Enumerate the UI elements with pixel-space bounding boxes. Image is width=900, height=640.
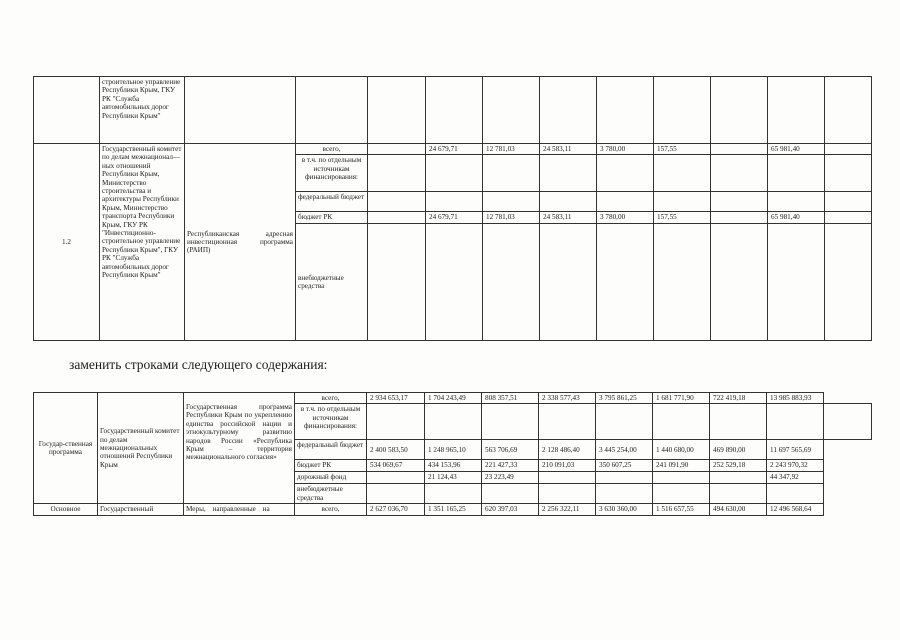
- cell: [482, 404, 539, 440]
- cell: [368, 155, 426, 192]
- source-cell: бюджет РК: [296, 212, 368, 224]
- cell: [767, 404, 824, 440]
- row-number: Государ-ственная программа: [34, 393, 98, 504]
- value-cell: 44 347,92: [767, 472, 824, 484]
- value-cell: [711, 144, 768, 155]
- cell: [825, 144, 872, 155]
- value-cell: 494 630,00: [710, 504, 767, 515]
- cell: [597, 224, 654, 341]
- value-cell: [367, 472, 425, 484]
- cell: [825, 192, 872, 212]
- value-cell: 3 445 254,00: [596, 440, 653, 460]
- cell: [34, 77, 100, 144]
- value-cell: 3 780,00: [597, 144, 654, 155]
- org-cell: строительное управление Республики Крым, ГКУ РК "Служба автомобильных дорог Республики Крым": [100, 77, 185, 144]
- row-number: 1.2: [34, 144, 100, 341]
- source-cell: всего,: [296, 144, 368, 155]
- value-cell: 65 981,40: [768, 144, 825, 155]
- value-cell: 12 781,03: [483, 212, 540, 224]
- value-cell: 1 440 680,00: [653, 440, 710, 460]
- cell: [825, 155, 872, 192]
- cell: [540, 155, 597, 192]
- value-cell: 13 985 883,93: [767, 393, 824, 404]
- value-cell: 24 583,11: [540, 212, 597, 224]
- value-cell: 2 338 577,43: [539, 393, 596, 404]
- source-cell: бюджет РК: [295, 460, 367, 472]
- cell: [654, 224, 711, 341]
- value-cell: 221 427,33: [482, 460, 539, 472]
- value-cell: 21 124,43: [425, 472, 482, 484]
- program-cell: Государственная программа Республики Крым по укреплению единства российской нации и этнокультурному развитию народов России «Республика Крым – территория межнационального согласия»: [184, 393, 295, 504]
- value-cell: 11 697 565,69: [767, 440, 824, 460]
- org-cell: Государственный: [98, 504, 184, 515]
- cell: [426, 155, 483, 192]
- cell: [654, 192, 711, 212]
- value-cell: 1 248 965,10: [425, 440, 482, 460]
- value-cell: [711, 212, 768, 224]
- value-cell: 534 069,67: [367, 460, 425, 472]
- table-row: [34, 504, 872, 515]
- cell: [596, 404, 653, 440]
- table-row: [34, 393, 872, 404]
- cell: [768, 224, 825, 341]
- cell: [367, 404, 425, 440]
- org-cell: Государственный комитет по делам межнациональных отношений Республики Крым: [98, 393, 184, 504]
- value-cell: 23 223,49: [482, 472, 539, 484]
- value-cell: 12 496 568,64: [767, 504, 824, 515]
- cell: [597, 77, 654, 144]
- cell: [296, 77, 368, 144]
- cell: [426, 77, 483, 144]
- source-cell: всего,: [295, 504, 367, 515]
- value-cell: 157,55: [654, 212, 711, 224]
- cell: [540, 77, 597, 144]
- program-cell: Меры, направленные на: [184, 504, 295, 515]
- cell: [825, 224, 872, 341]
- value-cell: 24 583,11: [540, 144, 597, 155]
- cell: [825, 77, 872, 144]
- program-cell: Республиканская адресная инвестиционная программа (РАИП): [185, 144, 296, 341]
- value-cell: 252 529,18: [710, 460, 767, 472]
- cell: [710, 404, 767, 440]
- cell: [824, 404, 872, 440]
- value-cell: 12 781,03: [483, 144, 540, 155]
- value-cell: 3 630 360,00: [596, 504, 653, 515]
- cell: [597, 192, 654, 212]
- source-cell: внебюджетные средства: [295, 484, 367, 504]
- cell: [540, 192, 597, 212]
- value-cell: 2 934 653,17: [367, 393, 425, 404]
- value-cell: 157,55: [654, 144, 711, 155]
- cell: [540, 224, 597, 341]
- cell: [483, 77, 540, 144]
- value-cell: 620 397,03: [482, 504, 539, 515]
- cell: [710, 484, 767, 504]
- value-cell: 1 516 657,55: [653, 504, 710, 515]
- cell: [711, 155, 768, 192]
- value-cell: 350 607,25: [596, 460, 653, 472]
- cell: [768, 155, 825, 192]
- value-cell: 241 091,90: [653, 460, 710, 472]
- cell: [368, 144, 426, 155]
- source-cell: в т.ч. по отдельным источникам финансирования:: [295, 404, 367, 440]
- cell: [368, 192, 426, 212]
- cell: [368, 77, 426, 144]
- cell: [368, 224, 426, 341]
- cell: [482, 484, 539, 504]
- org-cell: Государственный комитет по делам межнационал—ных отношений Республики Крым, Министерство строительства и архитектуры Республики Крым, Министерство транспорта Республики Крым, ГКУ РК "Инвестиционно-строительное управление Республики Крым", ГКУ РК "Служба автомобильных дорог Республики Крым": [100, 144, 185, 341]
- cell: [768, 77, 825, 144]
- value-cell: 2 256 322,11: [539, 504, 596, 515]
- cell: [367, 484, 425, 504]
- cell: [539, 404, 596, 440]
- table-row: [34, 144, 872, 155]
- cell: [596, 484, 653, 504]
- value-cell: 563 706,69: [482, 440, 539, 460]
- cell: [711, 77, 768, 144]
- source-cell: внебюджетные средства: [296, 224, 368, 341]
- table-row: [34, 77, 872, 144]
- cell: [597, 155, 654, 192]
- cell: [185, 77, 296, 144]
- cell: [368, 212, 426, 224]
- cell: [483, 192, 540, 212]
- value-cell: 24 679,71: [426, 212, 483, 224]
- cell: [426, 192, 483, 212]
- source-cell: дорожный фонд: [295, 472, 367, 484]
- cell: [426, 224, 483, 341]
- cell: [425, 484, 482, 504]
- cell: [711, 224, 768, 341]
- value-cell: 434 153,96: [425, 460, 482, 472]
- value-cell: 1 704 243,49: [425, 393, 482, 404]
- cell: [653, 404, 710, 440]
- cell: [767, 484, 824, 504]
- value-cell: [596, 472, 653, 484]
- upper-budget-table: [33, 76, 872, 341]
- value-cell: 3 795 861,25: [596, 393, 653, 404]
- cell: [425, 404, 482, 440]
- source-cell: в т.ч. по отдельным источникам финансирования:: [296, 155, 368, 192]
- value-cell: 1 351 165,25: [425, 504, 482, 515]
- cell: [653, 484, 710, 504]
- value-cell: 2 400 583,50: [367, 440, 425, 460]
- source-cell: федеральный бюджет: [296, 192, 368, 212]
- lower-budget-table: [33, 392, 872, 516]
- value-cell: [539, 472, 596, 484]
- cell: [654, 77, 711, 144]
- value-cell: 65 981,40: [768, 212, 825, 224]
- value-cell: 1 681 771,90: [653, 393, 710, 404]
- value-cell: 3 780,00: [597, 212, 654, 224]
- value-cell: 808 357,51: [482, 393, 539, 404]
- cell: [711, 192, 768, 212]
- replace-heading: заменить строками следующего содержания:: [69, 357, 328, 372]
- value-cell: 210 091,03: [539, 460, 596, 472]
- cell: [483, 224, 540, 341]
- value-cell: [653, 472, 710, 484]
- cell: [825, 212, 872, 224]
- cell: [483, 155, 540, 192]
- value-cell: 2 627 036,70: [367, 504, 425, 515]
- value-cell: [710, 472, 767, 484]
- value-cell: 722 419,18: [710, 393, 767, 404]
- value-cell: 2 128 486,40: [539, 440, 596, 460]
- source-cell: федеральный бюджет: [295, 440, 367, 460]
- cell: [539, 484, 596, 504]
- value-cell: 469 890,00: [710, 440, 767, 460]
- value-cell: 24 679,71: [426, 144, 483, 155]
- source-cell: всего,: [295, 393, 367, 404]
- value-cell: 2 243 970,32: [767, 460, 824, 472]
- row-number: Основное: [34, 504, 98, 515]
- cell: [654, 155, 711, 192]
- cell: [768, 192, 825, 212]
